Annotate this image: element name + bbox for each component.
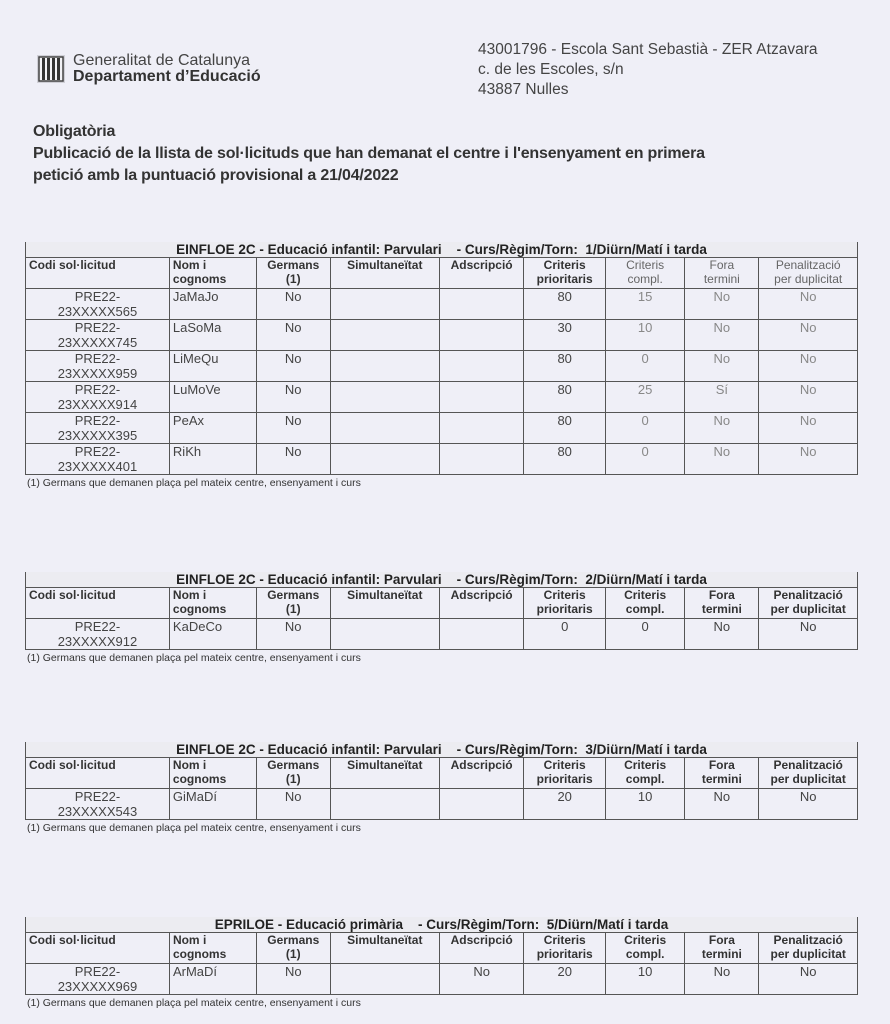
cell-criteris-prioritaris: 0	[524, 619, 605, 650]
cell-adscripcio	[439, 413, 524, 444]
table-row	[26, 789, 858, 820]
cell-codi	[26, 413, 170, 444]
col-criteris-prioritaris-label: prioritaris	[536, 947, 593, 961]
org-logo	[37, 53, 261, 85]
cell-germans: No	[256, 382, 330, 413]
cell-germans: No	[256, 289, 330, 320]
cell-criteris-compl: 0	[605, 444, 684, 475]
col-penalitzacio	[759, 258, 858, 289]
col-germans-label: (1)	[285, 272, 301, 286]
col-fora-termini-label: Fora	[708, 588, 735, 602]
col-penalitzacio-label: Penalització	[773, 758, 843, 772]
col-fora-termini	[685, 588, 759, 619]
request-code-part: 23XXXXX745	[57, 335, 138, 350]
request-code-part: PRE22-	[74, 619, 121, 634]
col-simultaneitat	[330, 588, 439, 619]
col-criteris-prioritaris-label: Criteris	[543, 258, 586, 272]
col-simultaneitat	[330, 933, 439, 964]
cell-nom: GiMaDí	[169, 789, 256, 820]
request-code-part: PRE22-	[74, 382, 121, 397]
col-adscripcio-label: Adscripció	[450, 758, 513, 772]
cell-nom: JaMaJo	[169, 289, 256, 320]
section-caption: EINFLOE 2C - Educació infantil: Parvulari - Curs/Règim/Torn: 3/Diürn/Matí i tarda	[26, 742, 858, 758]
col-nom-label: Nom i	[172, 258, 207, 272]
col-criteris-compl	[605, 758, 684, 789]
table-row	[26, 289, 858, 320]
cell-fora-termini: Sí	[685, 382, 759, 413]
col-adscripcio	[439, 258, 524, 289]
col-criteris-prioritaris-label: Criteris	[543, 588, 586, 602]
request-code-part: PRE22-	[74, 789, 121, 804]
results-section	[25, 742, 861, 834]
cell-codi	[26, 382, 170, 413]
col-nom-label: Nom i	[172, 933, 207, 947]
cell-nom: LiMeQu	[169, 351, 256, 382]
col-criteris-prioritaris	[524, 258, 605, 289]
col-criteris-compl-label: Criteris	[624, 758, 667, 772]
col-nom-label: Nom i	[172, 758, 207, 772]
cell-penalitzacio: No	[759, 351, 858, 382]
table-row	[26, 413, 858, 444]
col-germans	[256, 258, 330, 289]
cell-penalitzacio: No	[759, 444, 858, 475]
request-code-part: 23XXXXX395	[57, 428, 138, 443]
col-criteris-prioritaris	[524, 588, 605, 619]
col-fora-termini-label: Fora	[708, 758, 735, 772]
cell-criteris-compl: 0	[605, 619, 684, 650]
title-line3: petició amb la puntuació provisional a 21/04/2022	[33, 167, 399, 184]
col-penalitzacio-label: Penalització	[773, 588, 843, 602]
col-nom-label: cognoms	[172, 772, 227, 786]
generalitat-bars-icon	[37, 55, 65, 83]
title-line2: Publicació de la llista de sol·licituds que han demanat el centre i l'ensenyament en primera	[33, 145, 705, 162]
request-code-part: 23XXXXX912	[57, 634, 138, 649]
results-table	[25, 917, 858, 995]
col-germans-label: Germans	[267, 933, 320, 947]
cell-codi	[26, 351, 170, 382]
col-nom	[169, 588, 256, 619]
col-germans-label: (1)	[285, 947, 301, 961]
col-codi-label: Codi sol·licitud	[29, 758, 116, 772]
table-row	[26, 351, 858, 382]
col-germans-label: Germans	[267, 588, 320, 602]
school-address	[478, 40, 817, 100]
cell-penalitzacio: No	[759, 964, 858, 995]
table-row	[26, 382, 858, 413]
results-section	[25, 917, 861, 1009]
cell-codi	[26, 289, 170, 320]
col-nom-label: cognoms	[172, 602, 227, 616]
cell-criteris-prioritaris: 20	[524, 789, 605, 820]
col-criteris-compl-label: compl.	[625, 602, 665, 616]
col-fora-termini	[685, 933, 759, 964]
col-penalitzacio-label: per duplicitat	[770, 602, 846, 616]
cell-criteris-prioritaris: 80	[524, 289, 605, 320]
cell-germans: No	[256, 444, 330, 475]
cell-germans: No	[256, 619, 330, 650]
table-row	[26, 444, 858, 475]
cell-penalitzacio: No	[759, 382, 858, 413]
col-codi-label: Codi sol·licitud	[29, 588, 116, 602]
cell-germans: No	[256, 413, 330, 444]
col-codi-label: Codi sol·licitud	[29, 258, 116, 272]
cell-penalitzacio: No	[759, 619, 858, 650]
col-codi-label: Codi sol·licitud	[29, 933, 116, 947]
cell-germans: No	[256, 320, 330, 351]
section-caption: EINFLOE 2C - Educació infantil: Parvulari - Curs/Règim/Torn: 2/Diürn/Matí i tarda	[26, 572, 858, 588]
cell-criteris-compl: 25	[605, 382, 684, 413]
cell-codi	[26, 444, 170, 475]
title-line1: Obligatòria	[33, 123, 116, 140]
cell-germans: No	[256, 789, 330, 820]
address-line2: c. de les Escoles, s/n	[478, 61, 624, 78]
col-fora-termini-label: termini	[701, 772, 742, 786]
col-fora-termini-label: termini	[701, 602, 742, 616]
table-header-row	[26, 258, 858, 289]
address-line3: 43887 Nulles	[478, 81, 569, 98]
cell-fora-termini: No	[685, 964, 759, 995]
col-simultaneitat-label: Simultaneïtat	[347, 933, 423, 947]
table-header-row	[26, 758, 858, 789]
cell-simultaneitat	[330, 619, 439, 650]
col-penalitzacio	[759, 758, 858, 789]
cell-simultaneitat	[330, 320, 439, 351]
cell-adscripcio	[439, 320, 524, 351]
cell-penalitzacio: No	[759, 320, 858, 351]
address-line1: 43001796 - Escola Sant Sebastià - ZER Atzavara	[478, 41, 818, 58]
col-nom	[169, 933, 256, 964]
col-criteris-compl	[605, 933, 684, 964]
col-fora-termini-label: termini	[703, 272, 740, 286]
col-germans-label: Germans	[267, 758, 320, 772]
col-penalitzacio-label: Penalització	[773, 933, 843, 947]
col-nom-label: cognoms	[172, 272, 227, 286]
table-header-row	[26, 588, 858, 619]
col-adscripcio	[439, 588, 524, 619]
cell-simultaneitat	[330, 289, 439, 320]
col-criteris-prioritaris-label: prioritaris	[536, 272, 593, 286]
cell-criteris-compl: 0	[605, 351, 684, 382]
col-penalitzacio	[759, 588, 858, 619]
section-caption: EINFLOE 2C - Educació infantil: Parvulari - Curs/Règim/Torn: 1/Diürn/Matí i tarda	[26, 242, 858, 258]
col-criteris-prioritaris	[524, 933, 605, 964]
cell-simultaneitat	[330, 964, 439, 995]
cell-nom: LuMoVe	[169, 382, 256, 413]
cell-nom: PeAx	[169, 413, 256, 444]
cell-criteris-prioritaris: 20	[524, 964, 605, 995]
request-code-part: 23XXXXX914	[57, 397, 138, 412]
cell-fora-termini: No	[685, 351, 759, 382]
col-criteris-prioritaris	[524, 758, 605, 789]
col-criteris-prioritaris-label: prioritaris	[536, 602, 593, 616]
cell-fora-termini: No	[685, 413, 759, 444]
col-penalitzacio-label: Penalització	[775, 258, 841, 272]
request-code-part: PRE22-	[74, 320, 121, 335]
request-code-part: PRE22-	[74, 413, 121, 428]
table-row	[26, 320, 858, 351]
cell-fora-termini: No	[685, 289, 759, 320]
col-adscripcio-label: Adscripció	[450, 588, 513, 602]
col-codi	[26, 758, 170, 789]
cell-criteris-prioritaris: 80	[524, 351, 605, 382]
col-codi	[26, 588, 170, 619]
col-germans	[256, 588, 330, 619]
cell-codi	[26, 320, 170, 351]
cell-criteris-compl: 10	[605, 964, 684, 995]
col-nom	[169, 258, 256, 289]
col-criteris-compl	[605, 258, 684, 289]
cell-simultaneitat	[330, 351, 439, 382]
col-adscripcio	[439, 758, 524, 789]
footnote: (1) Germans que demanen plaça pel mateix centre, ensenyament i curs	[27, 652, 361, 664]
col-simultaneitat-label: Simultaneïtat	[347, 758, 423, 772]
col-nom-label: cognoms	[172, 947, 227, 961]
cell-criteris-prioritaris: 80	[524, 382, 605, 413]
cell-codi	[26, 964, 170, 995]
cell-criteris-prioritaris: 80	[524, 444, 605, 475]
cell-germans: No	[256, 351, 330, 382]
col-penalitzacio-label: per duplicitat	[770, 772, 846, 786]
table-row	[26, 964, 858, 995]
col-criteris-compl-label: compl.	[625, 947, 665, 961]
cell-nom: KaDeCo	[169, 619, 256, 650]
cell-simultaneitat	[330, 382, 439, 413]
section-caption: EPRILOE - Educació primària - Curs/Règim/Torn: 5/Diürn/Matí i tarda	[26, 917, 858, 933]
col-criteris-compl-label: Criteris	[624, 588, 667, 602]
cell-simultaneitat	[330, 413, 439, 444]
col-criteris-prioritaris-label: Criteris	[543, 933, 586, 947]
org-name	[73, 53, 261, 85]
cell-criteris-compl: 10	[605, 320, 684, 351]
col-nom	[169, 758, 256, 789]
cell-penalitzacio: No	[759, 289, 858, 320]
col-adscripcio	[439, 933, 524, 964]
footnote: (1) Germans que demanen plaça pel mateix centre, ensenyament i curs	[27, 822, 361, 834]
col-germans-label: Germans	[267, 258, 320, 272]
col-penalitzacio	[759, 933, 858, 964]
cell-criteris-compl: 15	[605, 289, 684, 320]
request-code-part: PRE22-	[74, 964, 121, 979]
cell-fora-termini: No	[685, 619, 759, 650]
col-penalitzacio-label: per duplicitat	[774, 272, 843, 286]
request-code-part: PRE22-	[74, 351, 121, 366]
cell-codi	[26, 619, 170, 650]
cell-penalitzacio: No	[759, 789, 858, 820]
col-fora-termini-label: Fora	[709, 258, 735, 272]
footnote: (1) Germans que demanen plaça pel mateix centre, ensenyament i curs	[27, 477, 361, 489]
cell-criteris-compl: 0	[605, 413, 684, 444]
results-table	[25, 572, 858, 650]
col-adscripcio-label: Adscripció	[450, 258, 513, 272]
cell-fora-termini: No	[685, 444, 759, 475]
cell-adscripcio	[439, 351, 524, 382]
col-nom-label: Nom i	[172, 588, 207, 602]
cell-nom: RiKh	[169, 444, 256, 475]
table-header-row	[26, 933, 858, 964]
col-germans	[256, 758, 330, 789]
cell-penalitzacio: No	[759, 413, 858, 444]
cell-fora-termini: No	[685, 789, 759, 820]
cell-nom: ArMaDí	[169, 964, 256, 995]
cell-adscripcio	[439, 619, 524, 650]
cell-simultaneitat	[330, 444, 439, 475]
org-line2: Departament d’Educació	[73, 68, 261, 85]
request-code-part: 23XXXXX565	[57, 304, 138, 319]
request-code-part: 23XXXXX959	[57, 366, 138, 381]
footnote: (1) Germans que demanen plaça pel mateix centre, ensenyament i curs	[27, 997, 361, 1009]
col-codi	[26, 258, 170, 289]
col-penalitzacio-label: per duplicitat	[770, 947, 846, 961]
col-criteris-compl-label: Criteris	[624, 933, 667, 947]
cell-adscripcio: No	[439, 964, 524, 995]
col-fora-termini	[685, 758, 759, 789]
cell-criteris-prioritaris: 30	[524, 320, 605, 351]
col-simultaneitat-label: Simultaneïtat	[347, 588, 423, 602]
org-line1: Generalitat de Catalunya	[73, 52, 250, 69]
col-germans	[256, 933, 330, 964]
request-code-part: 23XXXXX969	[57, 979, 138, 994]
col-germans-label: (1)	[285, 772, 301, 786]
cell-adscripcio	[439, 382, 524, 413]
col-simultaneitat-label: Simultaneïtat	[347, 258, 423, 272]
cell-simultaneitat	[330, 789, 439, 820]
col-fora-termini-label: Fora	[708, 933, 735, 947]
cell-germans: No	[256, 964, 330, 995]
cell-criteris-compl: 10	[605, 789, 684, 820]
col-fora-termini	[685, 258, 759, 289]
col-adscripcio-label: Adscripció	[450, 933, 513, 947]
cell-adscripcio	[439, 289, 524, 320]
col-criteris-prioritaris-label: prioritaris	[536, 772, 593, 786]
results-table	[25, 242, 858, 475]
col-simultaneitat	[330, 258, 439, 289]
col-criteris-compl-label: Criteris	[626, 258, 665, 272]
results-section	[25, 572, 861, 664]
cell-criteris-prioritaris: 80	[524, 413, 605, 444]
results-table	[25, 742, 858, 820]
request-code-part: PRE22-	[74, 444, 121, 459]
col-criteris-prioritaris-label: Criteris	[543, 758, 586, 772]
request-code-part: 23XXXXX543	[57, 804, 138, 819]
col-criteris-compl	[605, 588, 684, 619]
cell-nom: LaSoMa	[169, 320, 256, 351]
col-germans-label: (1)	[285, 602, 301, 616]
cell-fora-termini: No	[685, 320, 759, 351]
cell-adscripcio	[439, 789, 524, 820]
col-simultaneitat	[330, 758, 439, 789]
cell-codi	[26, 789, 170, 820]
col-codi	[26, 933, 170, 964]
col-criteris-compl-label: compl.	[627, 272, 663, 286]
results-section	[25, 242, 861, 489]
col-fora-termini-label: termini	[701, 947, 742, 961]
cell-adscripcio	[439, 444, 524, 475]
col-criteris-compl-label: compl.	[625, 772, 665, 786]
document-title	[33, 121, 833, 187]
request-code-part: 23XXXXX401	[57, 459, 138, 474]
table-row	[26, 619, 858, 650]
request-code-part: PRE22-	[74, 289, 121, 304]
